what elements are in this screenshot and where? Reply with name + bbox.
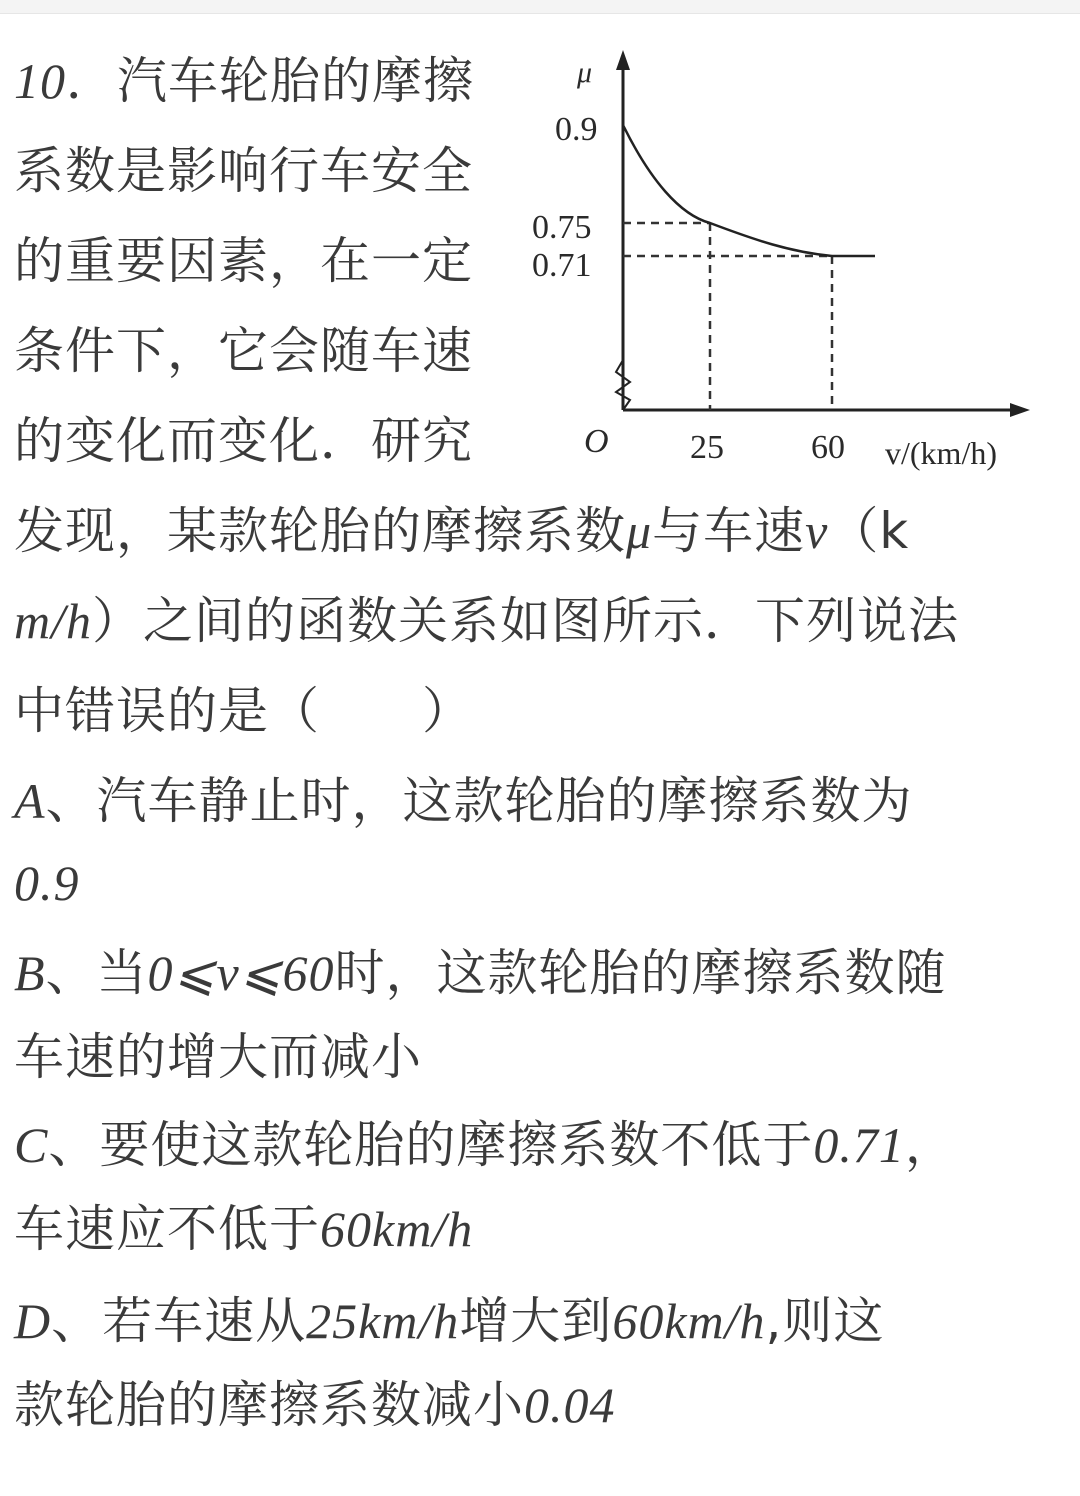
option-a-cont: 0.9 <box>14 855 80 911</box>
question-line-7: m/h）之间的函数关系如图所示．下列说法 <box>14 592 959 650</box>
y-axis-label: μ <box>577 56 593 89</box>
top-bar <box>0 0 1080 14</box>
option-d[interactable]: D、若车速从25km/h增大到60km/h,则这 <box>14 1292 885 1350</box>
question-line-3: 的重要因素，在一定 <box>14 232 473 290</box>
option-c-label: C <box>14 1117 49 1173</box>
x-tick-25: 25 <box>690 429 724 466</box>
question-line-5: 的变化而变化．研究 <box>14 412 473 470</box>
mu-v-chart <box>520 40 1080 480</box>
mu-symbol: μ <box>626 503 653 559</box>
v-symbol: v <box>805 503 829 559</box>
question-line-8: 中错误的是（ ） <box>14 682 473 740</box>
option-d-label: D <box>14 1293 52 1349</box>
option-d-cont: 款轮胎的摩擦系数减小0.04 <box>14 1376 616 1434</box>
question-line-1: 10．汽车轮胎的摩擦 <box>14 52 474 110</box>
option-c[interactable]: C、要使这款轮胎的摩擦系数不低于0.71， <box>14 1116 956 1174</box>
option-a[interactable]: A、汽车静止时，这款轮胎的摩擦系数为 <box>14 772 913 830</box>
option-b-cont: 车速的增大而减小 <box>14 1028 422 1086</box>
question-line-2: 系数是影响行车安全 <box>14 142 473 200</box>
x-axis-arrow-icon <box>1010 403 1030 417</box>
option-c-cont: 车速应不低于60km/h <box>14 1200 474 1258</box>
question-number: 10 <box>14 53 66 109</box>
question-line-6: 发现，某款轮胎的摩擦系数μ与车速v（k <box>14 502 910 560</box>
x-tick-60: 60 <box>811 429 845 466</box>
origin-label: O <box>584 423 609 460</box>
option-a-label: A <box>14 773 46 829</box>
x-axis-label: v/(km/h) <box>885 435 997 471</box>
y-tick-0.9: 0.9 <box>555 111 598 148</box>
y-axis-arrow-icon <box>616 50 630 70</box>
y-tick-0.71: 0.71 <box>532 247 592 284</box>
mu-curve <box>623 125 875 256</box>
option-b-label: B <box>14 945 46 1001</box>
question-line-4: 条件下，它会随车速 <box>14 322 473 380</box>
y-tick-0.75: 0.75 <box>532 209 592 246</box>
option-b[interactable]: B、当0⩽v⩽60时，这款轮胎的摩擦系数随 <box>14 944 947 1002</box>
